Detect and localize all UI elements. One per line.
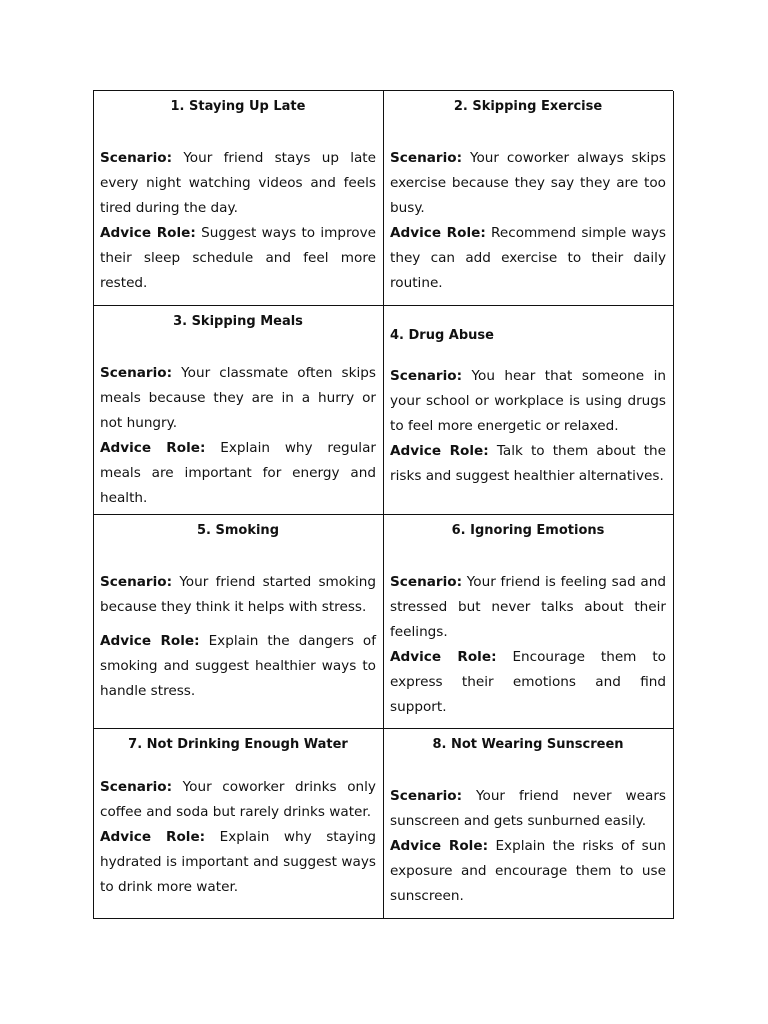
scenario-cell-7 — [94, 729, 384, 919]
scenario-cell-1 — [94, 91, 384, 306]
advice-label: Advice Role: — [390, 443, 489, 459]
advice-text — [390, 221, 666, 296]
scenario-body: Your friend stays up late every night watching videos and feels tired during the day. — [100, 150, 376, 216]
advice-label: Advice Role: — [100, 440, 206, 456]
cell-title: 5. Smoking — [196, 523, 279, 538]
scenario-label: Scenario: — [100, 365, 173, 381]
cell-title: 6. Ignoring Emotions — [451, 523, 605, 538]
scenario-text — [390, 146, 666, 221]
scenario-cell-8 — [384, 729, 674, 919]
advice-text — [100, 436, 376, 511]
advice-text — [390, 439, 666, 489]
scenario-body: Your coworker drinks only coffee and soda but rarely drinks water. — [100, 779, 376, 820]
scenario-text — [390, 364, 666, 439]
cell-title: 3. Skipping Meals — [173, 314, 303, 329]
scenario-label: Scenario: — [390, 574, 463, 590]
advice-label: Advice Role: — [390, 649, 497, 665]
scenario-text — [100, 361, 376, 436]
advice-label: Advice Role: — [100, 633, 200, 649]
scenario-cell-3 — [94, 306, 384, 515]
scenario-text — [100, 775, 376, 825]
advice-text — [100, 221, 376, 296]
scenario-label: Scenario: — [100, 779, 173, 795]
advice-body: Suggest ways to improve their sleep schedule and feel more rested. — [100, 225, 376, 291]
scenario-body: Your coworker always skips exercise because they say they are too busy. — [390, 150, 667, 216]
scenario-text — [100, 146, 376, 221]
cell-title: 2. Skipping Exercise — [453, 99, 603, 114]
scenario-cell-6 — [384, 515, 674, 729]
scenario-body: Your classmate often skips meals because they are in a hurry or not hungry. — [100, 365, 376, 431]
advice-label: Advice Role: — [100, 829, 206, 845]
scenario-body: Your friend is feeling sad and stressed but never talks about their feelings. — [390, 574, 666, 640]
scenario-body: Your friend never wears sunscreen and gets sunburned easily. — [390, 788, 667, 829]
advice-body: Recommend simple ways they can add exercise to their daily routine. — [390, 225, 667, 291]
advice-body: Explain why staying hydrated is important and suggest ways to drink more water. — [100, 829, 376, 895]
scenario-label: Scenario: — [390, 788, 463, 804]
scenario-body: You hear that someone in your school or workplace is using drugs to feel more energetic or relaxed. — [390, 368, 666, 434]
advice-text — [100, 629, 376, 704]
scenario-label: Scenario: — [100, 150, 173, 166]
advice-text — [390, 645, 666, 720]
scenario-label: Scenario: — [390, 368, 463, 384]
cell-title: 1. Staying Up Late — [170, 99, 306, 114]
scenario-table — [93, 90, 673, 919]
scenario-body: Your friend started smoking because they think it helps with stress. — [100, 574, 376, 615]
cell-title: 4. Drug Abuse — [390, 328, 494, 343]
scenario-label: Scenario: — [100, 574, 173, 590]
advice-body: Explain the dangers of smoking and suggest healthier ways to handle stress. — [100, 633, 377, 699]
advice-body: Explain why regular meals are important for energy and health. — [100, 440, 377, 506]
scenario-cell-2 — [384, 91, 674, 306]
scenario-cell-5 — [94, 515, 384, 729]
advice-text — [390, 834, 666, 909]
advice-body: Talk to them about the risks and suggest healthier alternatives. — [390, 443, 667, 484]
scenario-text — [390, 570, 666, 645]
advice-body: Explain the risks of sun exposure and encourage them to use sunscreen. — [390, 838, 666, 904]
cell-title: 8. Not Wearing Sunscreen — [432, 737, 624, 752]
advice-text — [100, 825, 376, 900]
advice-label: Advice Role: — [100, 225, 196, 241]
advice-label: Advice Role: — [390, 225, 486, 241]
scenario-text — [100, 570, 376, 620]
advice-label: Advice Role: — [390, 838, 489, 854]
scenario-text — [390, 784, 666, 834]
advice-body: Encourage them to express their emotions and find support. — [390, 649, 666, 715]
cell-title: 7. Not Drinking Enough Water — [128, 737, 348, 752]
scenario-label: Scenario: — [390, 150, 463, 166]
scenario-cell-4 — [384, 306, 674, 515]
